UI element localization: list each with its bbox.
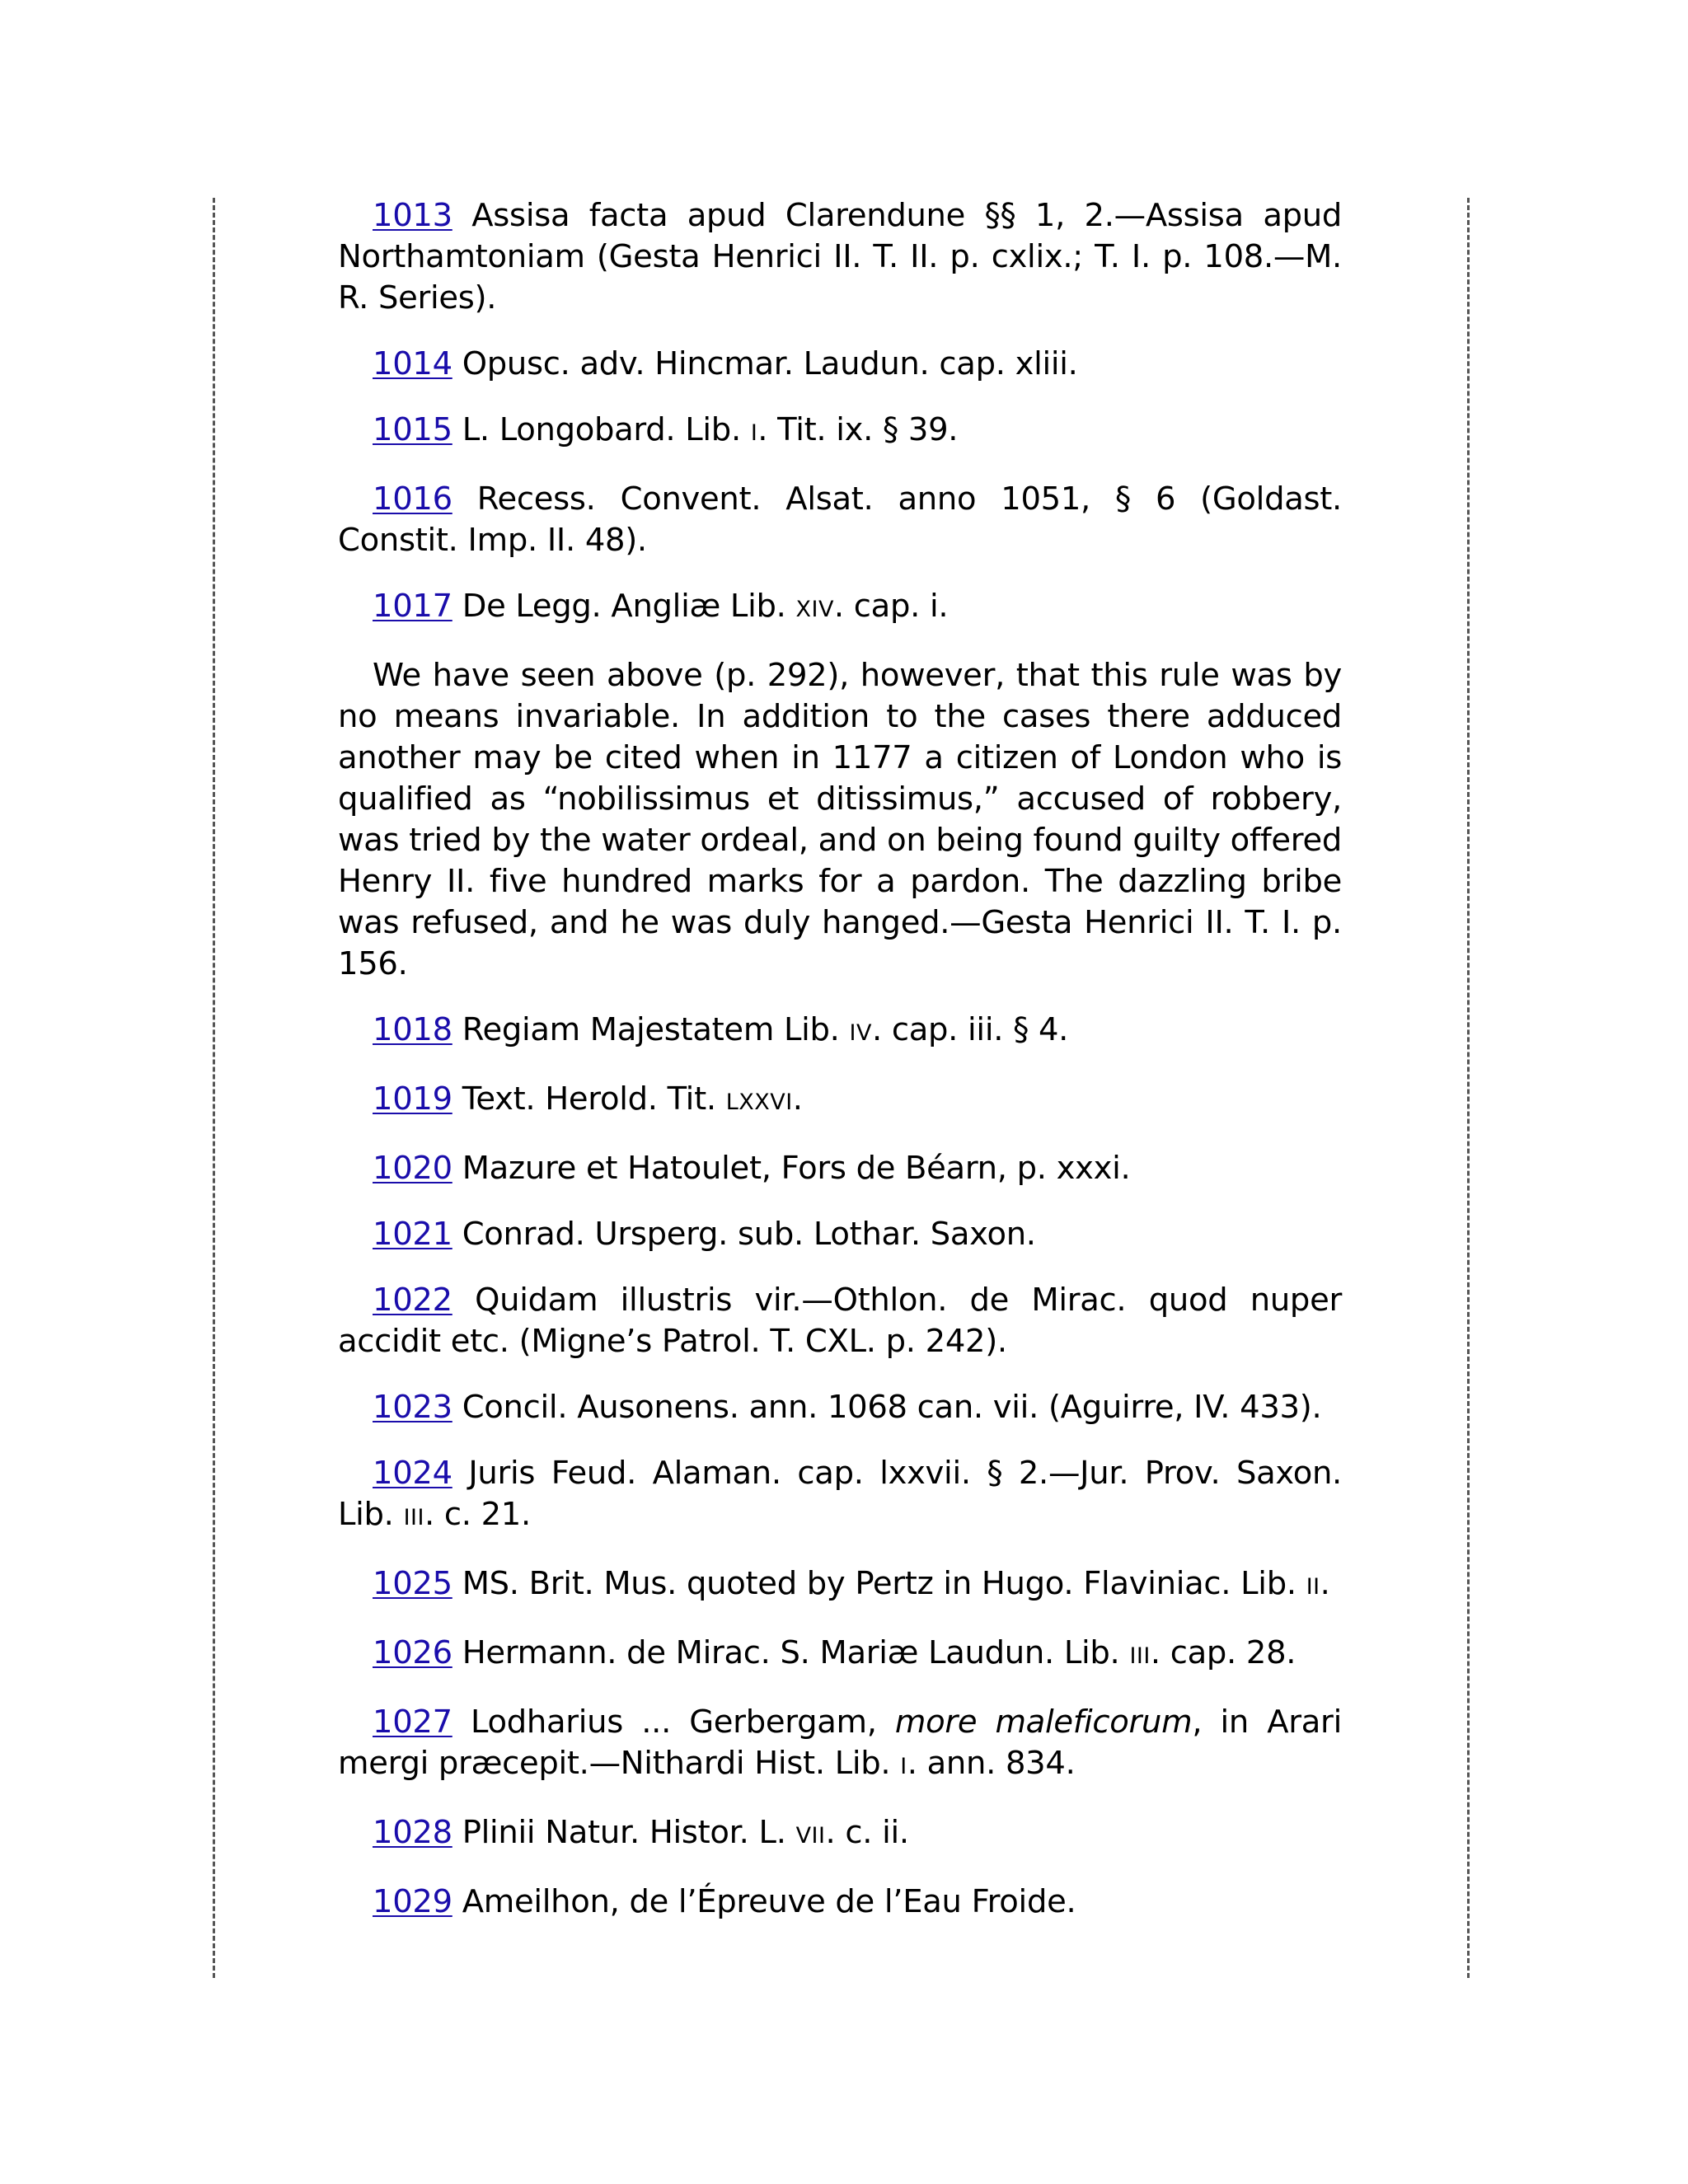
footnote-number-link[interactable]: 1024 [373,1455,452,1492]
footnote-number-link[interactable]: 1020 [373,1150,452,1187]
footnote-text: Conrad. Ursperg. sub. Lothar. Saxon. [452,1216,1036,1253]
footnote-1016 [338,479,1342,561]
footnote-1026 [338,1633,1342,1677]
footnote-continuation [338,655,1342,985]
footnote-text: De Legg. Angliæ Lib. [452,588,796,625]
small-caps-numeral: LXXVI [725,1090,793,1115]
small-caps-numeral: III [1129,1643,1151,1669]
small-caps-numeral: IV [849,1020,872,1046]
footnote-text: Concil. Ausonens. ann. 1068 can. vii. (Aguirre, IV. 433). [452,1389,1322,1426]
footnote-1021 [338,1214,1342,1255]
footnote-1019 [338,1079,1342,1123]
footnote-number-link[interactable]: 1028 [373,1814,452,1851]
small-caps-numeral: I [900,1754,907,1779]
left-page-border [213,198,215,1978]
small-caps-numeral: II [1306,1574,1320,1600]
footnote-text: . Tit. ix. § 39. [757,411,959,448]
footnote-text: . [1320,1565,1330,1602]
footnote-1024 [338,1453,1342,1539]
footnote-text: Regiam Majestatem Lib. [452,1011,850,1048]
footnote-number-link[interactable]: 1016 [373,480,452,518]
footnote-1023 [338,1387,1342,1428]
footnote-text: L. Longobard. Lib. [452,411,751,448]
footnote-number-link[interactable]: 1029 [373,1883,452,1920]
footnote-number-link[interactable]: 1027 [373,1704,452,1741]
footnotes-list [338,195,1342,1947]
footnote-number-link[interactable]: 1013 [373,197,452,234]
footnote-text: . cap. 28. [1150,1634,1296,1671]
footnote-text: Hermann. de Mirac. S. Mariæ Laudun. Lib. [452,1634,1130,1671]
footnote-text: , in Arari mergi præcepit.—Nithardi Hist. Lib. [338,1704,1342,1782]
footnote-number-link[interactable]: 1025 [373,1565,452,1602]
footnote-text: . c. ii. [825,1814,909,1851]
footnote-text: Mazure et Hatoulet, Fors de Béarn, p. xxxi. [452,1150,1131,1187]
footnote-text: Recess. Convent. Alsat. anno 1051, § 6 (Goldast. Constit. Imp. II. 48). [338,480,1342,559]
footnote-number-link[interactable]: 1023 [373,1389,452,1426]
footnote-number-link[interactable]: 1026 [373,1634,452,1671]
footnote-1022 [338,1280,1342,1362]
small-caps-numeral: XIV [795,597,834,622]
footnote-text: MS. Brit. Mus. quoted by Pertz in Hugo. Flaviniac. Lib. [452,1565,1306,1602]
footnote-1015 [338,410,1342,454]
footnote-text: Assisa facta apud Clarendune §§ 1, 2.—Assisa apud Northamtoniam (Gesta Henrici II. T. II. p. cxlix.; T. I. p. 108.—M. R. Series). [338,197,1342,316]
footnote-1020 [338,1148,1342,1189]
footnote-text: We have seen above (p. 292), however, that this rule was by no means invariable. In addition to the cases there adduced another may be cited when in 1177 a citizen of London who is qualified as “nobilissimus et ditissimus,” accused of robbery, was tried by the water ordeal, and on being found guilty offered Henry II. five hundred marks for a pardon. The dazzling bribe was refused, and he was duly hanged.—Gesta Henrici II. T. I. p. 156. [338,657,1342,982]
footnote-text: Ameilhon, de l’Épreuve de l’Eau Froide. [452,1883,1076,1920]
footnote-1014 [338,344,1342,385]
footnote-1027 [338,1702,1342,1788]
footnote-1013 [338,195,1342,319]
footnote-text: . cap. iii. § 4. [871,1011,1069,1048]
small-caps-numeral: III [403,1505,424,1530]
footnote-number-link[interactable]: 1021 [373,1216,452,1253]
footnote-1028 [338,1812,1342,1857]
footnote-text: . cap. i. [833,588,949,625]
right-page-border [1467,198,1470,1978]
small-caps-numeral: VII [795,1823,826,1849]
footnote-number-link[interactable]: 1015 [373,411,452,448]
footnote-text: . [792,1080,803,1118]
footnote-1017 [338,586,1342,630]
footnote-number-link[interactable]: 1014 [373,345,452,382]
footnote-text: Juris Feud. Alaman. cap. lxxvii. § 2.—Jur. Prov. Saxon. Lib. [338,1455,1342,1533]
footnote-1018 [338,1010,1342,1054]
footnote-text: Plinii Natur. Histor. L. [452,1814,796,1851]
footnote-text: Text. Herold. Tit. [452,1080,726,1118]
small-caps-numeral: I [750,420,758,446]
footnote-text: . c. 21. [424,1496,531,1533]
footnote-text: Quidam illustris vir.—Othlon. de Mirac. quod nuper accidit etc. (Migne’s Patrol. T. CXL. p. 242). [338,1282,1342,1360]
italic-text: more maleficorum [894,1704,1193,1741]
footnote-text: Opusc. adv. Hincmar. Laudun. cap. xliii. [452,345,1078,382]
footnote-number-link[interactable]: 1017 [373,588,452,625]
footnote-number-link[interactable]: 1018 [373,1011,452,1048]
footnote-text: . ann. 834. [907,1745,1076,1782]
footnote-number-link[interactable]: 1022 [373,1282,452,1319]
footnote-text: Lodharius ... Gerbergam, [452,1704,895,1741]
footnote-1029 [338,1882,1342,1923]
footnote-1025 [338,1563,1342,1608]
footnote-number-link[interactable]: 1019 [373,1080,452,1118]
